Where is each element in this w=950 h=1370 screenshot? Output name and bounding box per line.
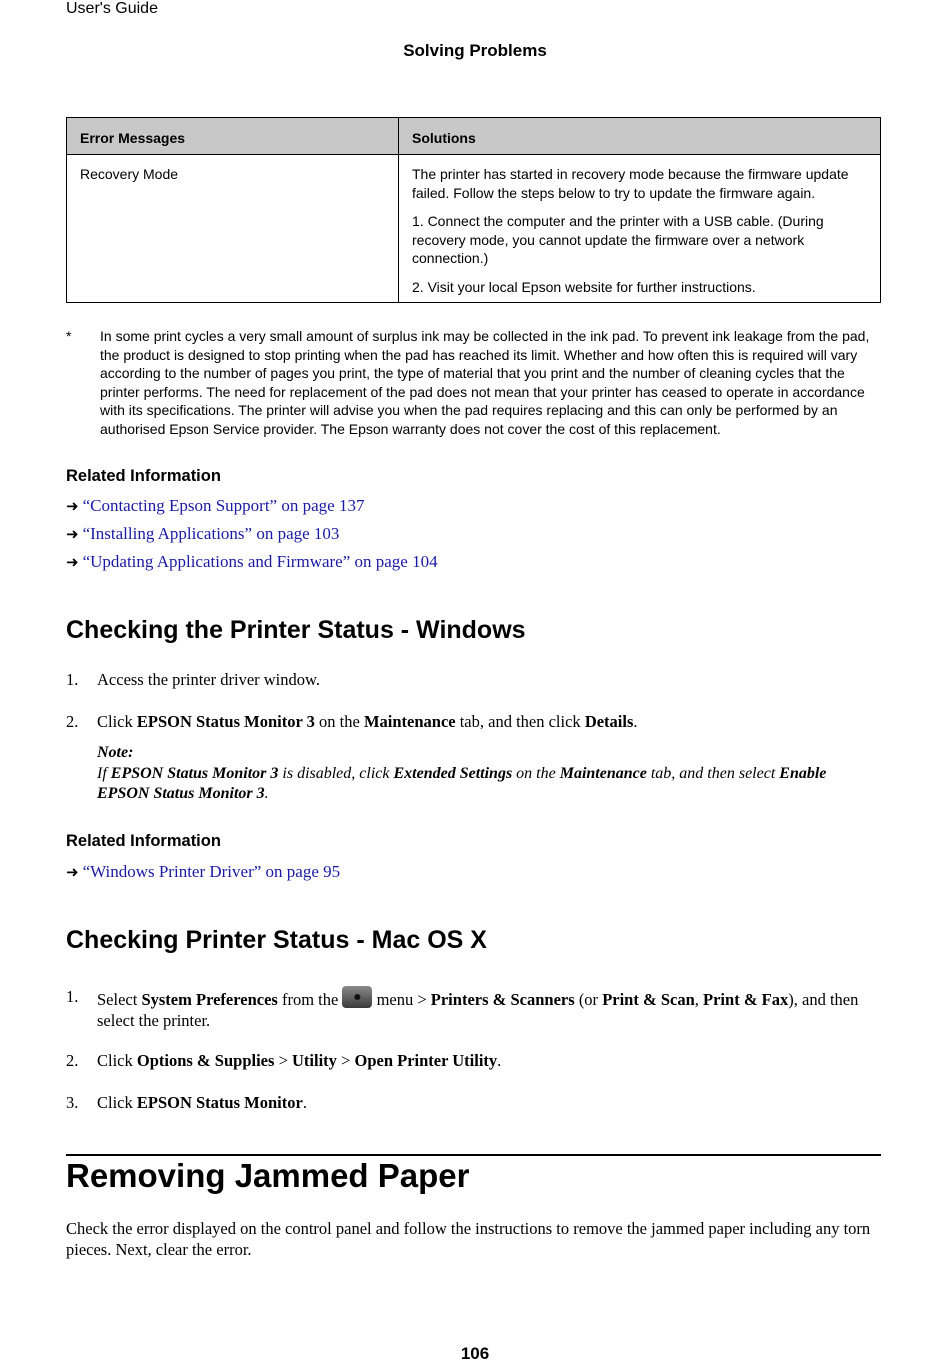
table-header-row (67, 118, 881, 155)
step-text (97, 986, 866, 1031)
ui-term: System Preferences (141, 990, 278, 1009)
solution-step: 2. Visit your local Epson website for further instructions. (412, 278, 756, 295)
mac-step-1 (66, 986, 866, 1031)
solution-cell (399, 155, 881, 303)
text: (or (574, 990, 603, 1009)
jammed-paper-text: Check the error displayed on the control panel and follow the instructions to remove the jammed paper including any torn pieces. Next, clear the error. (66, 1219, 871, 1259)
text: on the (314, 712, 364, 731)
text: , (694, 990, 704, 1009)
text: is disabled, click (278, 764, 394, 782)
jammed-paper-heading: Removing Jammed Paper (66, 1157, 470, 1194)
link-text[interactable]: “Windows Printer Driver” on page 95 (82, 862, 341, 881)
text: > (274, 1051, 292, 1070)
windows-section-heading: Checking the Printer Status - Windows (66, 616, 526, 644)
mac-step-2 (66, 1050, 881, 1071)
text: . (497, 1051, 502, 1070)
text: tab, and then click (455, 712, 585, 731)
ui-term: EPSON Status Monitor 3 (136, 712, 315, 731)
link-text[interactable]: “Contacting Epson Support” on page 137 (82, 496, 365, 515)
text: Click (97, 1093, 137, 1112)
text: menu > (372, 990, 431, 1009)
text: If (97, 764, 111, 782)
ui-term: Printers & Scanners (430, 990, 575, 1009)
step-number: 2. (66, 1051, 79, 1070)
solution-step: 1. Connect the computer and the printer with a USB cable. (During recovery mode, you cannot update the firmware over a network connection.) (412, 213, 824, 266)
ui-term: Options & Supplies (136, 1051, 275, 1070)
arrow-right-icon: ➜ (66, 525, 79, 543)
table-row (67, 155, 881, 303)
note-text (97, 764, 857, 805)
windows-step-1 (66, 669, 881, 690)
section-divider (66, 1154, 881, 1156)
text: Click (97, 712, 137, 731)
error-messages-table (66, 117, 881, 303)
related-link-installing-applications[interactable] (66, 524, 339, 544)
step-number: 1. (66, 670, 79, 689)
step-text (97, 1050, 881, 1071)
windows-note (97, 743, 857, 805)
column-header-error-messages: Error Messages (67, 118, 399, 155)
footnote-mark: * (66, 328, 72, 344)
text: Select (97, 990, 142, 1009)
page-number: 106 (460, 1344, 490, 1363)
link-text[interactable]: “Installing Applications” on page 103 (82, 524, 340, 543)
text: . (633, 712, 638, 731)
text: tab, and then select (646, 764, 780, 782)
related-link-windows-printer-driver[interactable] (66, 862, 340, 882)
related-information-heading: Related Information (66, 832, 221, 850)
section-title: Solving Problems (403, 41, 547, 60)
text: . (264, 785, 269, 802)
mac-section-heading: Checking Printer Status - Mac OS X (66, 926, 487, 954)
step-text: Access the printer driver window. (97, 670, 320, 689)
arrow-right-icon: ➜ (66, 553, 79, 571)
ui-term: Details (584, 712, 634, 731)
step-text (97, 711, 881, 732)
error-message-cell: Recovery Mode (67, 155, 399, 303)
related-link-updating-firmware[interactable] (66, 552, 438, 572)
text: ), and then select the printer. (97, 990, 859, 1030)
ui-term: Maintenance (363, 712, 456, 731)
ui-term: Print & Fax (703, 990, 789, 1009)
guide-title: User's Guide (66, 0, 158, 17)
ui-term: Extended Settings (393, 764, 513, 782)
ui-term: Maintenance (559, 764, 647, 782)
ui-term: EPSON Status Monitor 3 (110, 764, 279, 782)
related-link-contacting-support[interactable] (66, 496, 364, 516)
step-text (97, 1092, 881, 1113)
ui-term: Open Printer Utility (354, 1051, 498, 1070)
ui-term: Print & Scan (602, 990, 695, 1009)
footnote-text: In some print cycles a very small amount of surplus ink may be collected in the ink pad. To prevent ink leakage from the pad, the product is designed to stop printing when the pad has reached its limit. Whether and how often this is required will vary according to the number of pages you print, the type of material that you print and the number of cleaning cycles that the printer performs. The need for replacement of the pad does not mean that your printer has ceased to operate in accordance with its specifications. The printer will advise you when the pad requires replacing and this can only be performed by an authorised Epson Service provider. The Epson warranty does not cover the cost of this replacement. (100, 328, 870, 437)
windows-step-2 (66, 711, 881, 732)
note-label: Note: (97, 744, 134, 761)
step-number: 1. (66, 987, 79, 1006)
arrow-right-icon: ➜ (66, 497, 79, 515)
mac-step-3 (66, 1092, 881, 1113)
text: . (302, 1093, 307, 1112)
arrow-right-icon: ➜ (66, 863, 79, 881)
step-number: 2. (66, 712, 79, 731)
text: > (336, 1051, 355, 1070)
column-header-solutions: Solutions (399, 118, 881, 155)
text: from the (277, 990, 343, 1009)
solution-paragraph: The printer has started in recovery mode because the firmware update failed. Follow the steps below to try to update the firmware again. (412, 166, 849, 201)
footnote (66, 327, 878, 438)
step-number: 3. (66, 1093, 79, 1112)
related-information-heading: Related Information (66, 467, 221, 485)
text: Click (97, 1051, 137, 1070)
text: on the (512, 764, 560, 782)
ui-term: Enable EPSON Status Monitor 3 (97, 764, 827, 802)
ui-term: EPSON Status Monitor (136, 1093, 303, 1112)
apple-menu-icon: ● (342, 986, 372, 1008)
link-text[interactable]: “Updating Applications and Firmware” on page 104 (82, 552, 438, 571)
ui-term: Utility (292, 1051, 337, 1070)
